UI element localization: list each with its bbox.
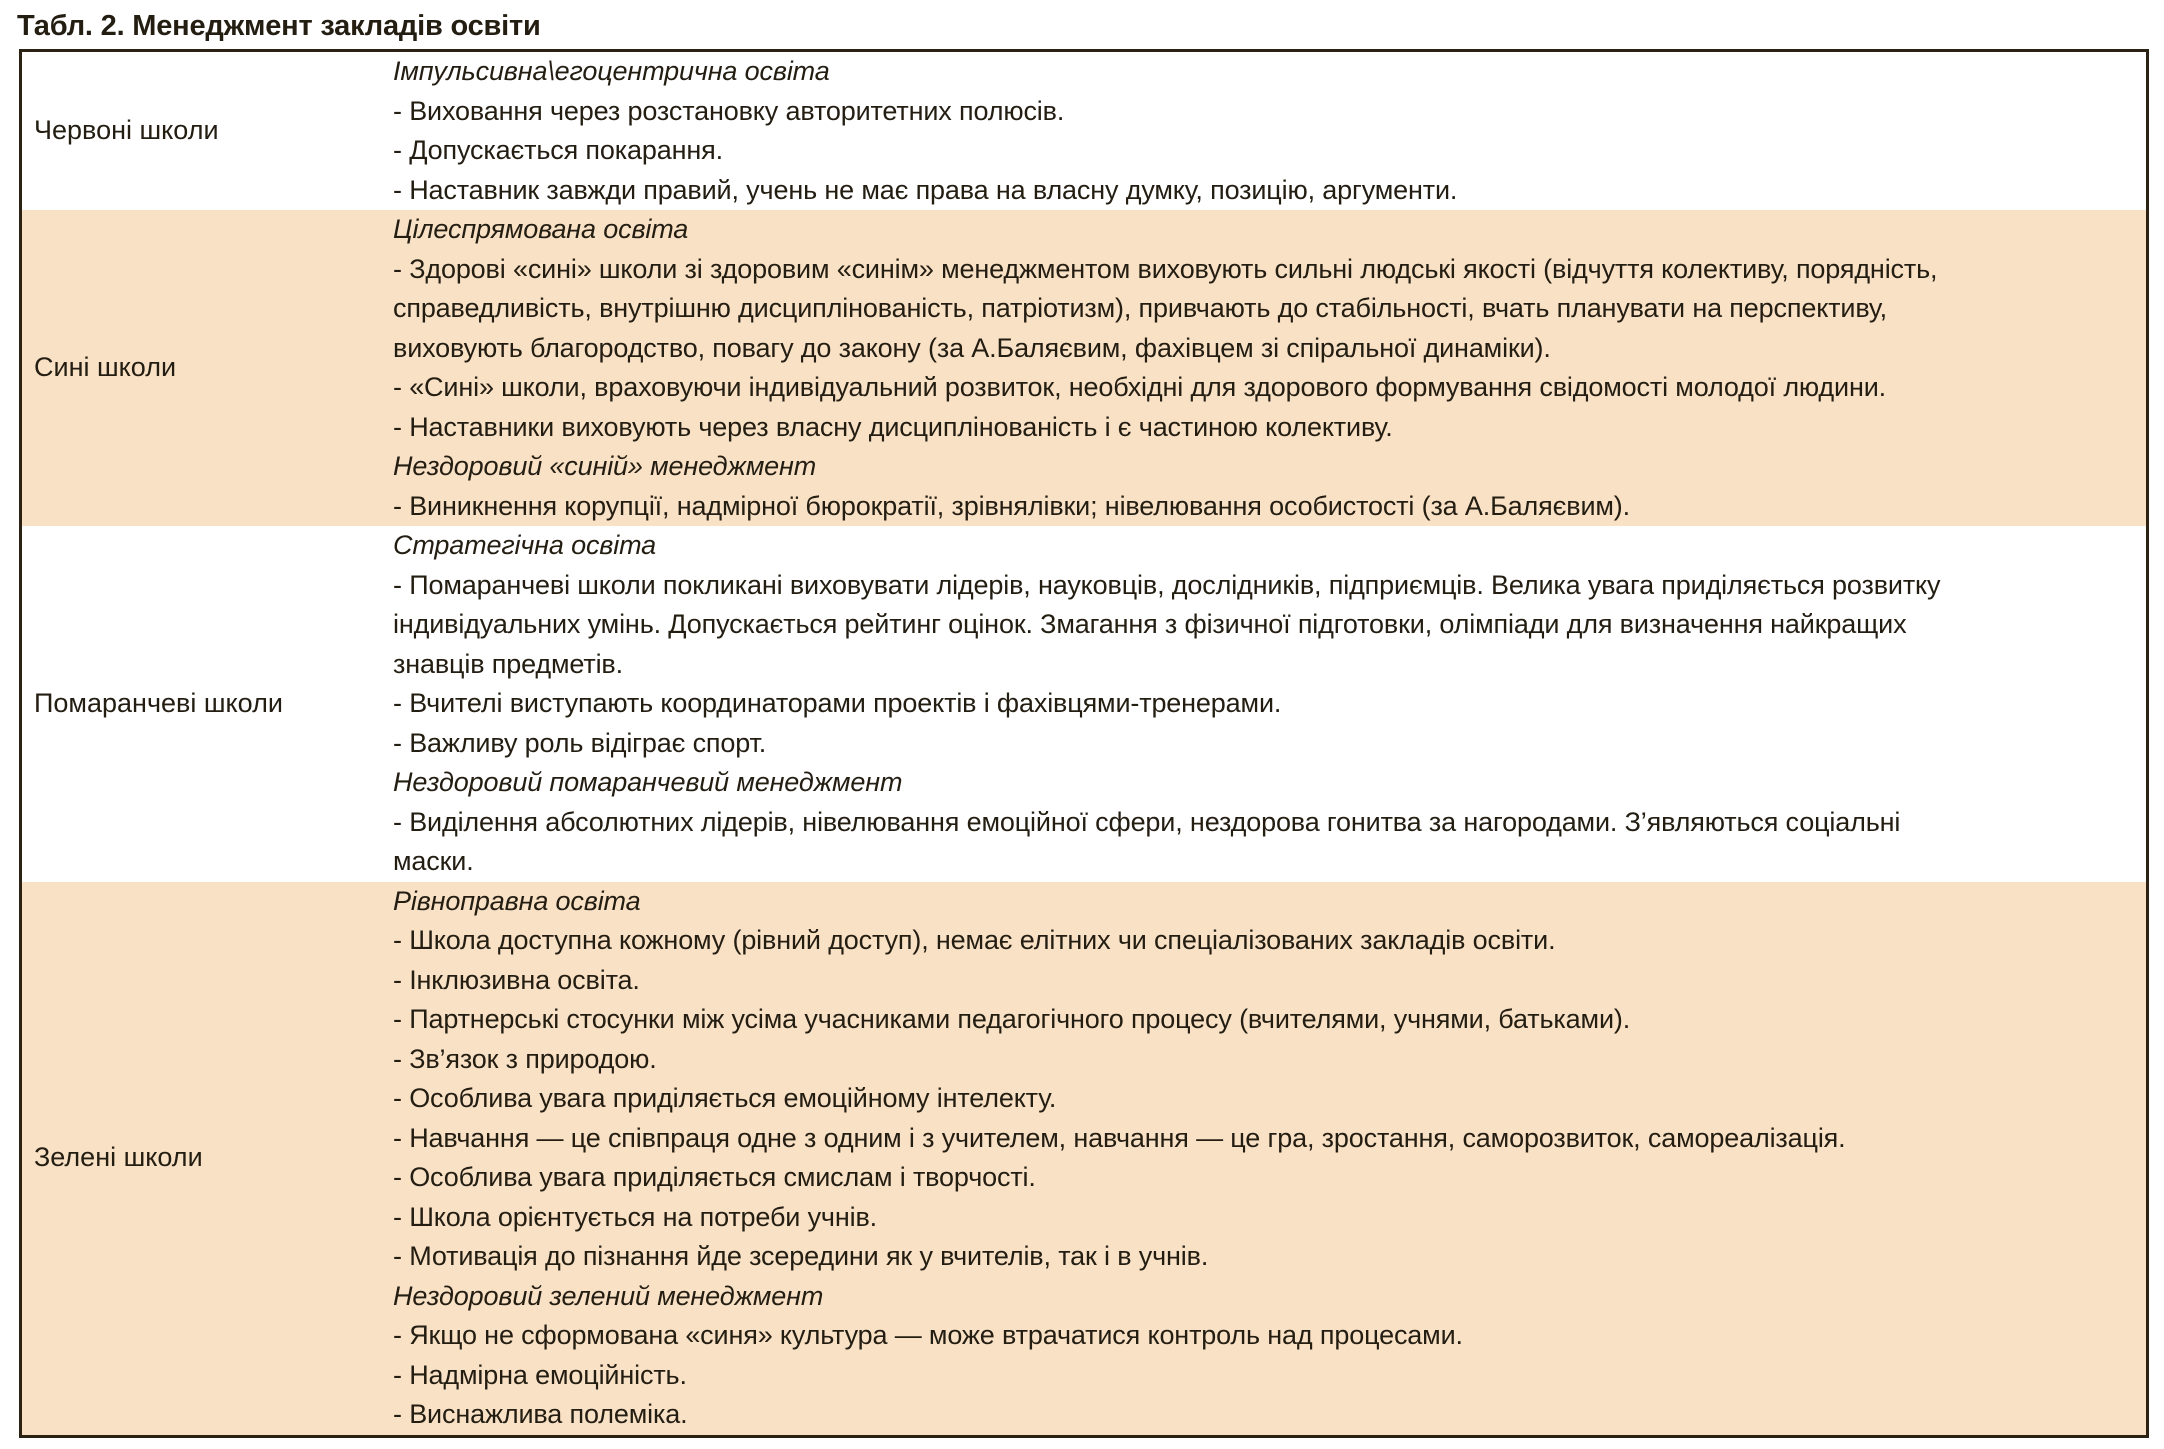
content-line: знавців предметів.: [393, 648, 623, 679]
row-content: [393, 210, 2146, 526]
content-line: - Виховання через розстановку авторитетних полюсів.: [393, 95, 1065, 126]
table-row-blue-schools: [22, 210, 2146, 526]
content-line: - Виникнення корупції, надмірної бюрократії, зрівнялівки; нівелювання особистості (за А.Баляєвим).: [393, 490, 1630, 521]
row-label: Червоні школи: [34, 115, 219, 146]
content-line: - Якщо не сформована «синя» культура — може втрачатися контроль над процесами.: [393, 1320, 1463, 1350]
row-label: Сині школи: [34, 352, 177, 383]
content-line: - Особлива увага приділяється смислам і творчості.: [393, 1162, 1036, 1192]
content-line: виховують благородство, повагу до закону (за А.Баляєвим, фахівцем зі спіральної динаміки).: [393, 332, 1551, 363]
content-line: - Школа доступна кожному (рівний доступ), немає елітних чи спеціалізованих закладів освіти.: [393, 925, 1556, 955]
section-heading: Імпульсивна\егоцентрична освіта: [393, 56, 830, 86]
content-line: - Інклюзивна освіта.: [393, 964, 640, 995]
content-line: - Виділення абсолютних лідерів, нівелювання емоційної сфери, нездорова гонитва за нагородами. З’являються соціальні: [393, 806, 1901, 837]
content-line: - Вчителі виступають координаторами проектів і фахівцями-тренерами.: [393, 688, 1282, 718]
content-line: маски.: [393, 846, 474, 876]
row-content: [393, 882, 2146, 1435]
table-row-green-schools: [22, 882, 2146, 1435]
content-line: - Виснажлива полеміка.: [393, 1399, 688, 1429]
table-title: Табл. 2. Менеджмент закладів освіти: [17, 10, 541, 42]
content-line: - Особлива увага приділяється емоційному інтелекту.: [393, 1083, 1057, 1113]
row-content: [393, 526, 2146, 882]
management-table: [19, 49, 2149, 1438]
row-content: [393, 52, 2146, 210]
section-heading: Цілеспрямована освіта: [393, 214, 689, 244]
row-label: Помаранчеві школи: [34, 688, 283, 718]
content-line: - «Сині» школи, враховуючи індивідуальний розвиток, необхідні для здорового формування свідомості молодої людини.: [393, 372, 1887, 402]
content-line: - Навчання — це співпраця одне з одним і з учителем, навчання — це гра, зростання, саморозвиток, самореалізація.: [393, 1122, 1846, 1153]
section-heading: Нездоровий «синій» менеджмент: [393, 451, 817, 481]
content-line: - Мотивація до пізнання йде зсередини як у вчителів, так і в учнів.: [393, 1241, 1209, 1271]
content-line: - Надмірна емоційність.: [393, 1359, 687, 1390]
section-heading: Рівноправна освіта: [393, 885, 641, 916]
content-line: - Наставник завжди правий, учень не має права на власну думку, позицію, аргументи.: [393, 174, 1458, 205]
section-heading: Нездоровий зелений менеджмент: [393, 1280, 824, 1311]
content-line: - Важливу роль відіграє спорт.: [393, 727, 767, 758]
section-heading: Нездоровий помаранчевий менеджмент: [393, 767, 903, 797]
table-row-red-schools: [22, 52, 2146, 210]
content-line: - Зв’язок з природою.: [393, 1043, 657, 1074]
content-line: справедливість, внутрішню дисциплінованість, патріотизм), привчають до стабільності, вчать планувати на перспективу,: [393, 293, 1887, 323]
content-line: - Допускається покарання.: [393, 135, 723, 165]
content-line: - Помаранчеві школи покликані виховувати лідерів, науковців, дослідників, підприємців. Велика увага приділяється розвитку: [393, 569, 1941, 600]
content-line: - Школа орієнтується на потреби учнів.: [393, 1201, 878, 1232]
content-line: - Здорові «сині» школи зі здоровим «синім» менеджментом виховують сильні людські якості (відчуття колективу, порядність,: [393, 253, 1938, 284]
section-heading: Стратегічна освіта: [393, 530, 657, 560]
content-line: - Партнерські стосунки між усіма учасниками педагогічного процесу (вчителями, учнями, батьками).: [393, 1004, 1631, 1034]
row-label: Зелені школи: [34, 1142, 203, 1173]
table-row-orange-schools: [22, 526, 2146, 882]
content-line: індивідуальних умінь. Допускається рейтинг оцінок. Змагання з фізичної підготовки, олімпіади для визначення найкращих: [393, 609, 1907, 639]
content-line: - Наставники виховують через власну дисциплінованість і є частиною колективу.: [393, 411, 1393, 442]
